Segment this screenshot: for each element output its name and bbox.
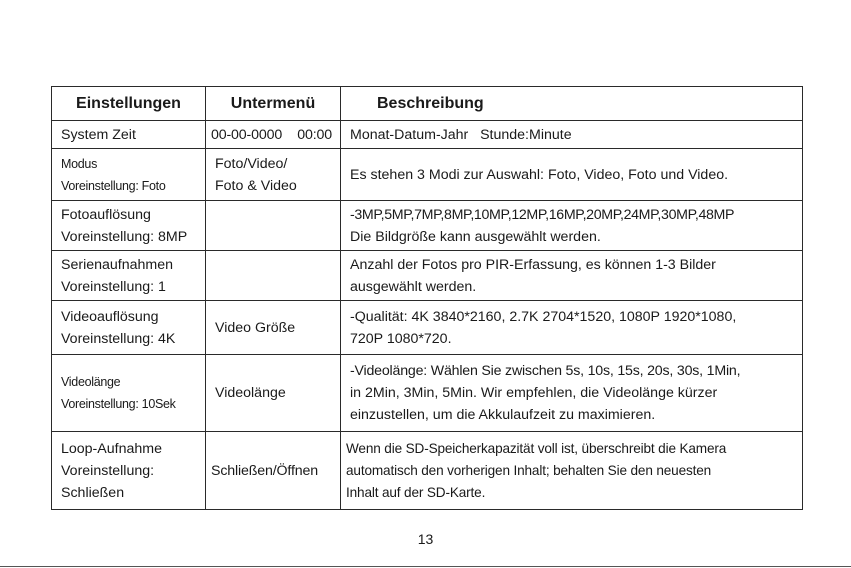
submenu-text: 00-00-0000 00:00 <box>211 126 332 143</box>
submenu-text: Videolänge <box>215 385 286 401</box>
submenu-text: Foto & Video <box>215 177 297 194</box>
submenu-text: Video Größe <box>215 319 296 336</box>
setting-name: Fotoauflösung <box>61 206 151 223</box>
setting-cell <box>52 355 206 432</box>
setting-default: Voreinstellung: 8MP <box>61 228 188 245</box>
description-text: -3MP,5MP,7MP,8MP,10MP,12MP,16MP,20MP,24MP,30MP,48MP <box>350 206 735 223</box>
description-text: Wenn die SD-Speicherkapazität voll ist, überschreibt die Kamera <box>346 440 727 456</box>
setting-cell <box>52 121 206 149</box>
settings-table <box>51 86 803 510</box>
submenu-cell <box>206 301 341 355</box>
description-text: in 2Min, 3Min, 5Min. Wir empfehlen, die Videolänge kürzer <box>350 385 718 401</box>
description-text: 720P 1080*720. <box>350 330 452 347</box>
submenu-cell <box>206 355 341 432</box>
submenu-cell <box>206 149 341 201</box>
description-cell <box>341 301 803 355</box>
description-text: Inhalt auf der SD-Karte. <box>346 484 486 500</box>
description-text: Es stehen 3 Modi zur Auswahl: Foto, Video, Foto und Video. <box>350 166 729 183</box>
submenu-cell <box>206 121 341 149</box>
setting-default: Voreinstellung: 1 <box>61 278 166 295</box>
setting-cell <box>52 432 206 510</box>
setting-cell <box>52 149 206 201</box>
description-cell <box>341 251 803 301</box>
description-text: Monat-Datum-Jahr Stunde:Minute <box>350 126 572 143</box>
description-cell <box>341 121 803 149</box>
bottom-divider <box>0 566 851 567</box>
description-text: ausgewählt werden. <box>350 278 477 295</box>
description-text: -Videolänge: Wählen Sie zwischen 5s, 10s, 15s, 20s, 30s, 1Min, <box>350 363 741 379</box>
description-cell <box>341 432 803 510</box>
setting-default: Schließen <box>61 484 125 501</box>
table-row <box>52 301 803 355</box>
submenu-cell <box>206 251 341 301</box>
setting-cell <box>52 301 206 355</box>
setting-default-label: Voreinstellung: <box>61 462 155 479</box>
setting-name: Modus <box>61 156 98 171</box>
description-cell <box>341 355 803 432</box>
setting-name: Loop-Aufnahme <box>61 440 162 457</box>
description-text: automatisch den vorherigen Inhalt; behalten Sie den neuesten <box>346 462 712 478</box>
table-row <box>52 201 803 251</box>
table-row <box>52 355 803 432</box>
submenu-cell <box>206 432 341 510</box>
description-text: einzustellen, um die Akkulaufzeit zu maximieren. <box>350 407 656 423</box>
setting-cell <box>52 201 206 251</box>
table-row <box>52 121 803 149</box>
header-untermenu: Untermenü <box>206 87 341 121</box>
description-cell <box>341 201 803 251</box>
table-header-row <box>52 87 803 121</box>
header-einstellungen: Einstellungen <box>52 87 206 121</box>
table-row <box>52 251 803 301</box>
description-text: Die Bildgröße kann ausgewählt werden. <box>350 228 601 245</box>
setting-default: Voreinstellung: 10Sek <box>61 397 176 411</box>
setting-name: System Zeit <box>61 126 136 143</box>
table-row <box>52 149 803 201</box>
setting-name: Videoauflösung <box>61 308 159 325</box>
setting-name: Videolänge <box>61 375 121 389</box>
table-row <box>52 432 803 510</box>
setting-cell <box>52 251 206 301</box>
setting-default: Voreinstellung: Foto <box>61 178 166 193</box>
description-text: Anzahl der Fotos pro PIR-Erfassung, es können 1-3 Bilder <box>350 256 716 273</box>
page-number: 13 <box>417 531 434 547</box>
header-beschreibung: Beschreibung <box>341 87 803 121</box>
setting-default: Voreinstellung: 4K <box>61 330 176 347</box>
submenu-text: Foto/Video/ <box>215 155 288 172</box>
submenu-cell <box>206 201 341 251</box>
description-cell <box>341 149 803 201</box>
submenu-text: Schließen/Öffnen <box>211 462 318 479</box>
description-text: -Qualität: 4K 3840*2160, 2.7K 2704*1520, 1080P 1920*1080, <box>350 308 737 325</box>
setting-name: Serienaufnahmen <box>61 256 174 273</box>
